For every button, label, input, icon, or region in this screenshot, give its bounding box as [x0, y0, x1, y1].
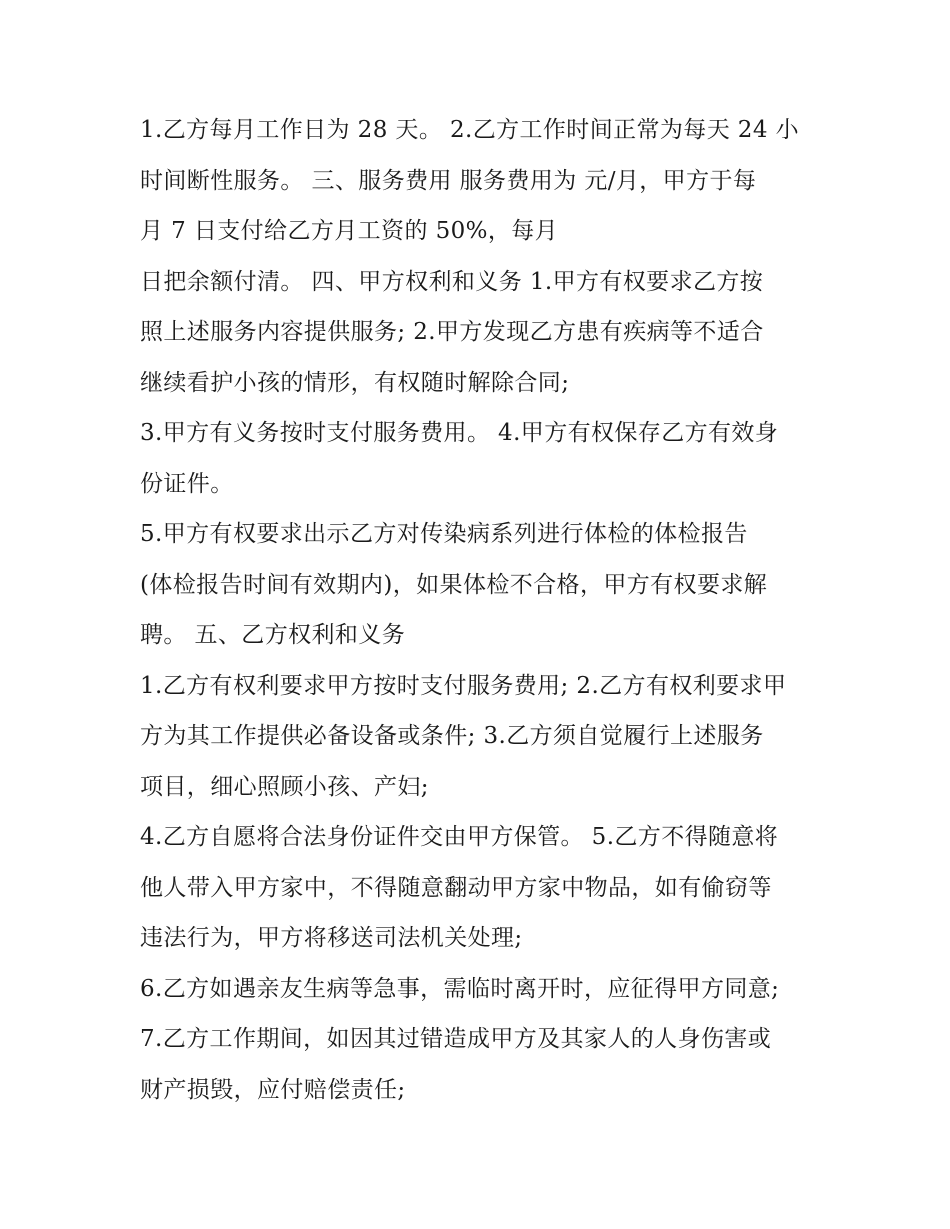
text-line-8: 份证件。 [140, 470, 234, 497]
text-line-20: 财产损毁，应付赔偿责任; [140, 1076, 406, 1103]
text-line-12: 1.乙方有权利要求甲方按时支付服务费用; 2.乙方有权利要求甲 [140, 672, 787, 699]
text-line-4: 日把余额付清。 四、甲方权利和义务 1.甲方有权要求乙方按 [140, 268, 764, 295]
text-line-6: 继续看护小孩的情形，有权随时解除合同; [140, 369, 570, 396]
document-body [140, 105, 830, 1115]
text-line-18: 6.乙方如遇亲友生病等急事，需临时离开时，应征得甲方同意; [140, 975, 780, 1002]
text-line-1: 1.乙方每月工作日为 28 天。 2.乙方工作时间正常为每天 24 小 [140, 117, 799, 143]
text-line-7: 3.甲方有义务按时支付服务费用。 4.甲方有权保存乙方有效身 [140, 420, 779, 446]
text-line-9: 5.甲方有权要求出示乙方对传染病系列进行体检的体检报告 [140, 521, 748, 547]
text-line-13: 方为其工作提供必备设备或条件; 3.乙方须自觉履行上述服务 [140, 723, 764, 749]
text-line-11: 聘。 五、乙方权利和义务 [140, 622, 406, 648]
text-line-15: 4.乙方自愿将合法身份证件交由甲方保管。 5.乙方不得随意将 [140, 824, 779, 850]
text-line-14: 项目，细心照顾小孩、产妇; [140, 773, 429, 800]
text-line-17: 违法行为，甲方将移送司法机关处理; [140, 925, 523, 951]
text-line-19: 7.乙方工作期间，如因其过错造成甲方及其家人的人身伤害或 [140, 1026, 772, 1052]
text-line-2: 时间断性服务。 三、服务费用 服务费用为 元/月，甲方于每 [140, 167, 757, 194]
text-line-16: 他人带入甲方家中，不得随意翻动甲方家中物品，如有偷窃等 [140, 874, 772, 901]
text-line-10: (体检报告时间有效期内)，如果体检不合格，甲方有权要求解 [140, 571, 768, 598]
text-line-5: 照上述服务内容提供服务; 2.甲方发现乙方患有疾病等不适合 [140, 319, 764, 345]
text-line-3: 月 7 日支付给乙方月工资的 50%，每月 [140, 218, 559, 244]
